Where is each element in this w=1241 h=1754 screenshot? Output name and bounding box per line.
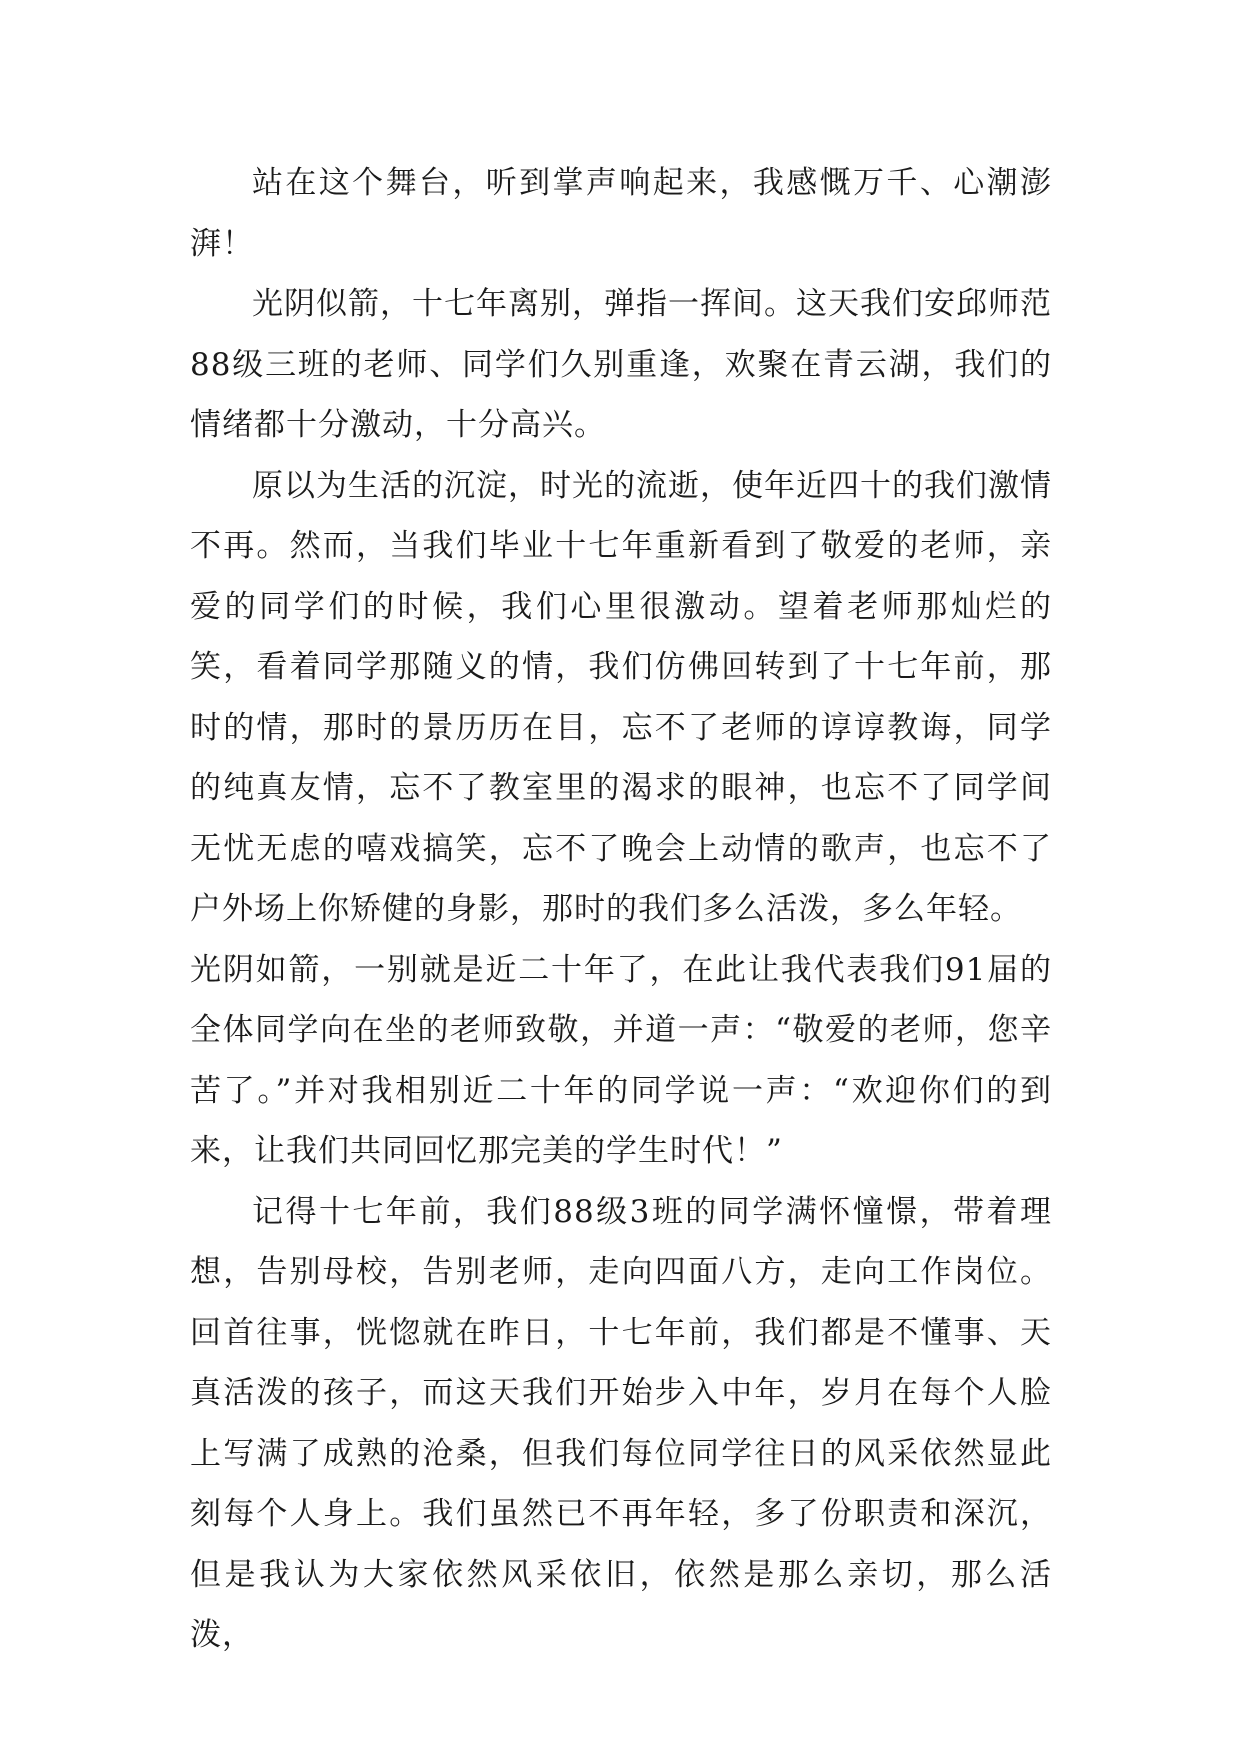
paragraph-greeting: 光阴如箭，一别就是近二十年了，在此让我代表我们91届的全体同学向在坐的老师致敬，并道一声：“敬爱的老师，您辛苦了。”并对我相别近二十年的同学说一声：“欢迎你们的到来，让我们共同回忆那完美的学生时代！” [190,951,1052,1169]
paragraph-reunion: 光阴似箭，十七年离别，弹指一挥间。这天我们安邱师范88级三班的老师、同学们久别重逢，欢聚在青云湖，我们的情绪都十分激动，十分高兴。 [190,286,1052,443]
paragraph-memories: 原以为生活的沉淀，时光的流逝，使年近四十的我们激情不再。然而，当我们毕业十七年重新看到了敬爱的老师，亲爱的同学们的时候，我们心里很激动。望着老师那灿烂的笑，看着同学那随义的情，我们仿佛回转到了十七年前，那时的情，那时的景历历在目，忘不了老师的谆谆教诲，同学的纯真友情，忘不了教室里的渴求的眼神，也忘不了同学间无忧无虑的嘻戏搞笑，忘不了晚会上动情的歌声，也忘不了户外场上你矫健的身影，那时的我们多么活泼，多么年轻。 [190,467,1052,927]
document-body [190,153,1052,1666]
paragraph-opening: 站在这个舞台，听到掌声响起来，我感慨万千、心潮澎湃！ [190,165,1052,262]
paragraph-reflection: 记得十七年前，我们88级3班的同学满怀憧憬，带着理想，告别母校，告别老师，走向四面八方，走向工作岗位。回首往事，恍惚就在昨日，十七年前，我们都是不懂事、天真活泼的孩子，而这天我们开始步入中年，岁月在每个人脸上写满了成熟的沧桑，但我们每位同学往日的风采依然显此刻每个人身上。我们虽然已不再年轻，多了份职责和深沉，但是我认为大家依然风采依旧，依然是那么亲切，那么活泼， [190,1193,1052,1653]
